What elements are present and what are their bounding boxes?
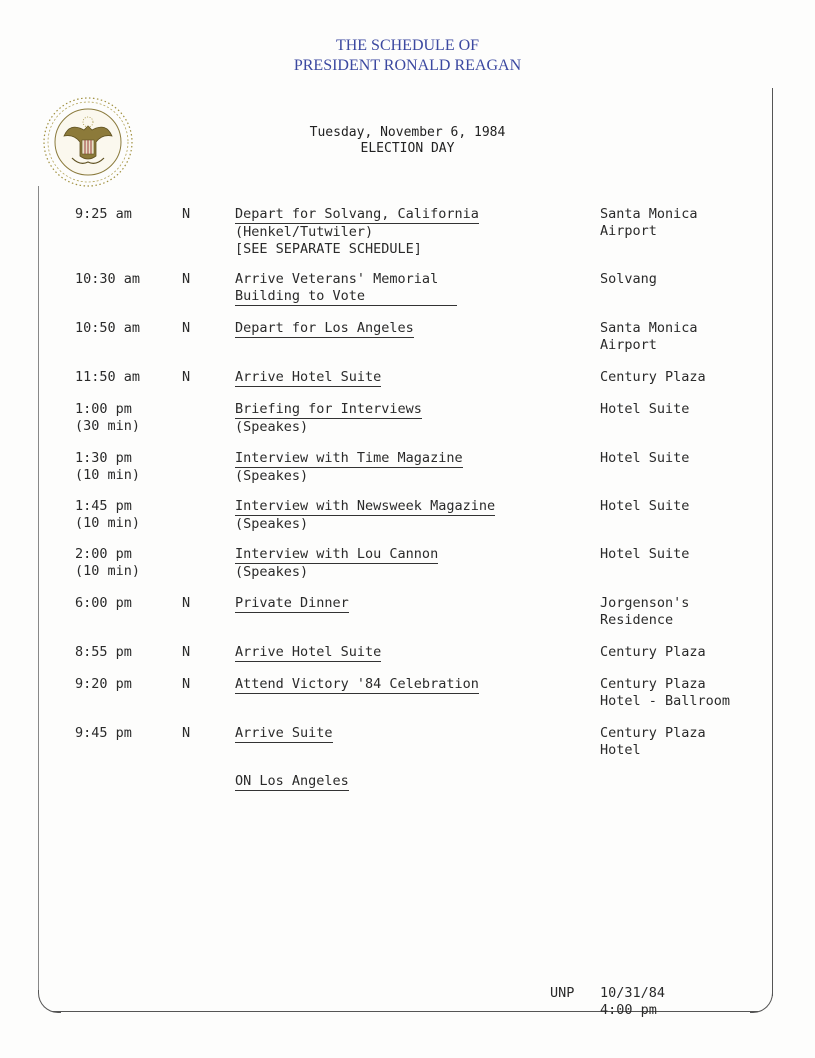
row-location: Century Plaza Hotel - Ballroom bbox=[600, 676, 731, 709]
row-location: Century Plaza bbox=[600, 369, 706, 385]
date-line: Tuesday, November 6, 1984 bbox=[309, 125, 506, 140]
row-time: 2:00 pm (10 min) bbox=[75, 546, 141, 579]
event-title: Attend Victory '84 Celebration bbox=[235, 676, 479, 692]
event-title: Depart for Solvang, California bbox=[235, 206, 479, 222]
page-title bbox=[250, 36, 565, 76]
row-location: Hotel Suite bbox=[600, 546, 690, 562]
row-location: Hotel Suite bbox=[600, 498, 690, 514]
title-line-2: PRESIDENT RONALD REAGAN bbox=[293, 57, 522, 74]
closing-text: ON Los Angeles bbox=[235, 773, 349, 789]
row-code: N bbox=[182, 595, 191, 611]
row-time: 8:55 pm bbox=[75, 644, 132, 660]
row-event bbox=[235, 271, 585, 306]
row-location: Santa Monica Airport bbox=[600, 206, 698, 239]
event-note: (Speakes) bbox=[235, 516, 309, 532]
border-corner-left bbox=[38, 990, 61, 1013]
closing-note bbox=[235, 773, 585, 791]
event-title: Arrive Hotel Suite bbox=[235, 644, 382, 660]
row-time: 9:45 pm bbox=[75, 725, 132, 741]
event-note: (Speakes) bbox=[235, 419, 309, 435]
row-code: N bbox=[182, 206, 191, 222]
row-event bbox=[235, 369, 585, 387]
border-corner-right bbox=[750, 990, 773, 1013]
row-location: Century Plaza bbox=[600, 644, 706, 660]
event-note: (Henkel/Tutwiler) bbox=[235, 224, 374, 240]
title-line-1: THE SCHEDULE OF bbox=[335, 37, 480, 54]
footer-date: 10/31/84 bbox=[600, 985, 666, 1001]
row-event bbox=[235, 320, 585, 338]
event-note: [SEE SEPARATE SCHEDULE] bbox=[235, 241, 422, 257]
presidential-seal-icon bbox=[40, 96, 136, 188]
row-event bbox=[235, 644, 585, 662]
event-title: Depart for Los Angeles bbox=[235, 320, 414, 336]
row-event bbox=[235, 206, 585, 258]
event-title: Private Dinner bbox=[235, 595, 349, 611]
footer-initials: UNP bbox=[550, 985, 575, 1001]
event-title: Briefing for Interviews bbox=[235, 401, 422, 417]
row-event bbox=[235, 401, 585, 436]
day-label: ELECTION DAY bbox=[360, 141, 455, 156]
row-location: Solvang bbox=[600, 271, 657, 287]
event-note: (Speakes) bbox=[235, 468, 309, 484]
footer-date-stamp bbox=[600, 985, 665, 1019]
row-code: N bbox=[182, 271, 191, 287]
row-time: 11:50 am bbox=[75, 369, 141, 385]
row-time: 1:00 pm (30 min) bbox=[75, 401, 141, 434]
event-title: Arrive Veterans' Memorial bbox=[235, 271, 439, 287]
border-right bbox=[772, 88, 773, 996]
footer-time: 4:00 pm bbox=[600, 1002, 657, 1018]
row-location: Hotel Suite bbox=[600, 401, 690, 417]
row-time: 1:45 pm (10 min) bbox=[75, 498, 141, 531]
row-code: N bbox=[182, 644, 191, 660]
row-event bbox=[235, 546, 585, 581]
event-note: (Speakes) bbox=[235, 564, 309, 580]
row-time: 9:20 pm bbox=[75, 676, 132, 692]
event-title: Interview with Newsweek Magazine bbox=[235, 498, 496, 514]
event-title: Interview with Lou Cannon bbox=[235, 546, 439, 562]
event-title-cont: Building to Vote bbox=[235, 288, 457, 306]
row-time: 9:25 am bbox=[75, 206, 132, 222]
date-heading bbox=[260, 125, 555, 157]
row-event bbox=[235, 595, 585, 613]
row-code: N bbox=[182, 369, 191, 385]
border-left bbox=[38, 186, 39, 992]
row-code: N bbox=[182, 725, 191, 741]
row-time: 10:50 am bbox=[75, 320, 141, 336]
row-time: 6:00 pm bbox=[75, 595, 132, 611]
row-location: Century Plaza Hotel bbox=[600, 725, 706, 758]
row-code: N bbox=[182, 676, 191, 692]
row-location: Hotel Suite bbox=[600, 450, 690, 466]
row-event bbox=[235, 676, 585, 694]
row-event bbox=[235, 498, 585, 533]
row-location: Jorgenson's Residence bbox=[600, 595, 690, 628]
event-title: Interview with Time Magazine bbox=[235, 450, 463, 466]
row-time: 10:30 am bbox=[75, 271, 141, 287]
event-title: Arrive Suite bbox=[235, 725, 333, 741]
event-title: Arrive Hotel Suite bbox=[235, 369, 382, 385]
row-code: N bbox=[182, 320, 191, 336]
row-time: 1:30 pm (10 min) bbox=[75, 450, 141, 483]
row-event bbox=[235, 725, 585, 743]
row-event bbox=[235, 450, 585, 485]
row-location: Santa Monica Airport bbox=[600, 320, 698, 353]
